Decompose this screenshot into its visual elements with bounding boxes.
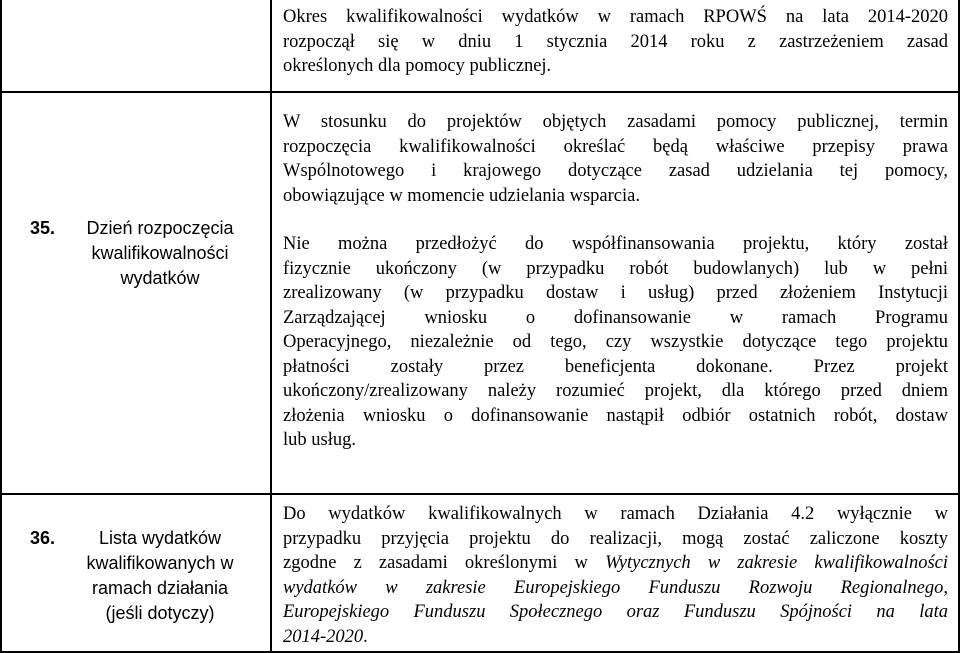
paragraph (283, 110, 948, 208)
text-line: przypadku przyjęcia projektu do realizacji, mogą zostać zaliczone koszty (283, 528, 948, 549)
text-line (283, 625, 948, 650)
text-line: Europejskiego Funduszu Społecznego oraz Funduszu Spójności na lata (283, 602, 948, 622)
text-segment: zgodne z zasadami określonymi w (283, 553, 606, 573)
paragraph (283, 502, 948, 649)
text-line: Do wydatków kwalifikowalnych w ramach Działania 4.2 wyłącznie w (283, 504, 948, 524)
row-description (283, 110, 948, 453)
guidelines-title-segment: Wytycznych w zakresie kwalifikowalności (605, 553, 948, 573)
text-line: lub usług. (283, 430, 356, 450)
label-line: kwalifikowanych w (86, 553, 234, 573)
label-line: ramach działania (91, 578, 229, 598)
text-segment: . (363, 626, 368, 647)
text-line: Nie można przedłożyć do współfinansowania projektu, który został (283, 234, 948, 254)
table-row-divider (0, 91, 960, 93)
text-line (283, 551, 948, 576)
text-line: obowiązujące w momencie udzielania wsparcia. (283, 185, 640, 206)
text-line: Okres kwalifikowalności wydatków w ramach RPOWŚ na lata 2014-2020 (283, 7, 948, 27)
text-line: zrealizowany (w przypadku dostaw i usług) przed złożeniem Instytucji (283, 283, 948, 303)
text-line: Wspólnotowego i krajowego dotyczące zasad udzielania tej pomocy, (283, 161, 948, 181)
label-line: wydatków (120, 268, 200, 288)
text-line: określonych dla pomocy publicznej. (283, 56, 552, 76)
text-line: rozpoczął się w dniu 1 stycznia 2014 roku z zastrzeżeniem zasad (283, 31, 948, 52)
text-line: wydatków w zakresie Europejskiego Funduszu Rozwoju Regionalnego, (283, 577, 948, 598)
text-line: rozpoczęcia kwalifikowalności określać będą właściwe przepisy prawa (283, 136, 948, 157)
table-row-divider (0, 493, 960, 495)
text-line: ukończony/zrealizowany należy rozumieć projekt, dla którego przed dniem (283, 381, 948, 401)
paragraph (283, 232, 948, 453)
text-line: fizycznie ukończony (w przypadku robót budowlanych) lub w pełni (283, 258, 948, 279)
row-number: 35. (30, 218, 56, 238)
row-label (60, 216, 260, 291)
row-label (60, 526, 260, 626)
paragraph (283, 5, 948, 79)
table-column-divider (270, 0, 272, 653)
label-line: Lista wydatków (98, 528, 222, 548)
text-line: W stosunku do projektów objętych zasadami pomocy publicznej, termin (283, 112, 948, 132)
row-number: 36. (30, 528, 56, 548)
guidelines-title-segment: 2014-2020 (283, 626, 364, 647)
label-line: (jeśli dotyczy) (105, 603, 215, 623)
text-line: Zarządzającej wniosku o dofinansowanie w ramach Programu (283, 307, 948, 328)
row-continuation-text (283, 5, 948, 79)
text-line: płatności zostały przez beneficjenta dokonane. Przez projekt (283, 356, 948, 377)
row-description (283, 502, 948, 649)
label-line: Dzień rozpoczęcia (86, 218, 234, 238)
label-line: kwalifikowalności (91, 243, 229, 263)
table-border-left (0, 0, 2, 653)
text-line: złożenia wniosku o dofinansowanie nastąpił odbiór ostatnich robót, dostaw (283, 405, 948, 426)
text-line: Operacyjnego, niezależnie od tego, czy wszystkie dotyczące tego projektu (283, 332, 948, 352)
